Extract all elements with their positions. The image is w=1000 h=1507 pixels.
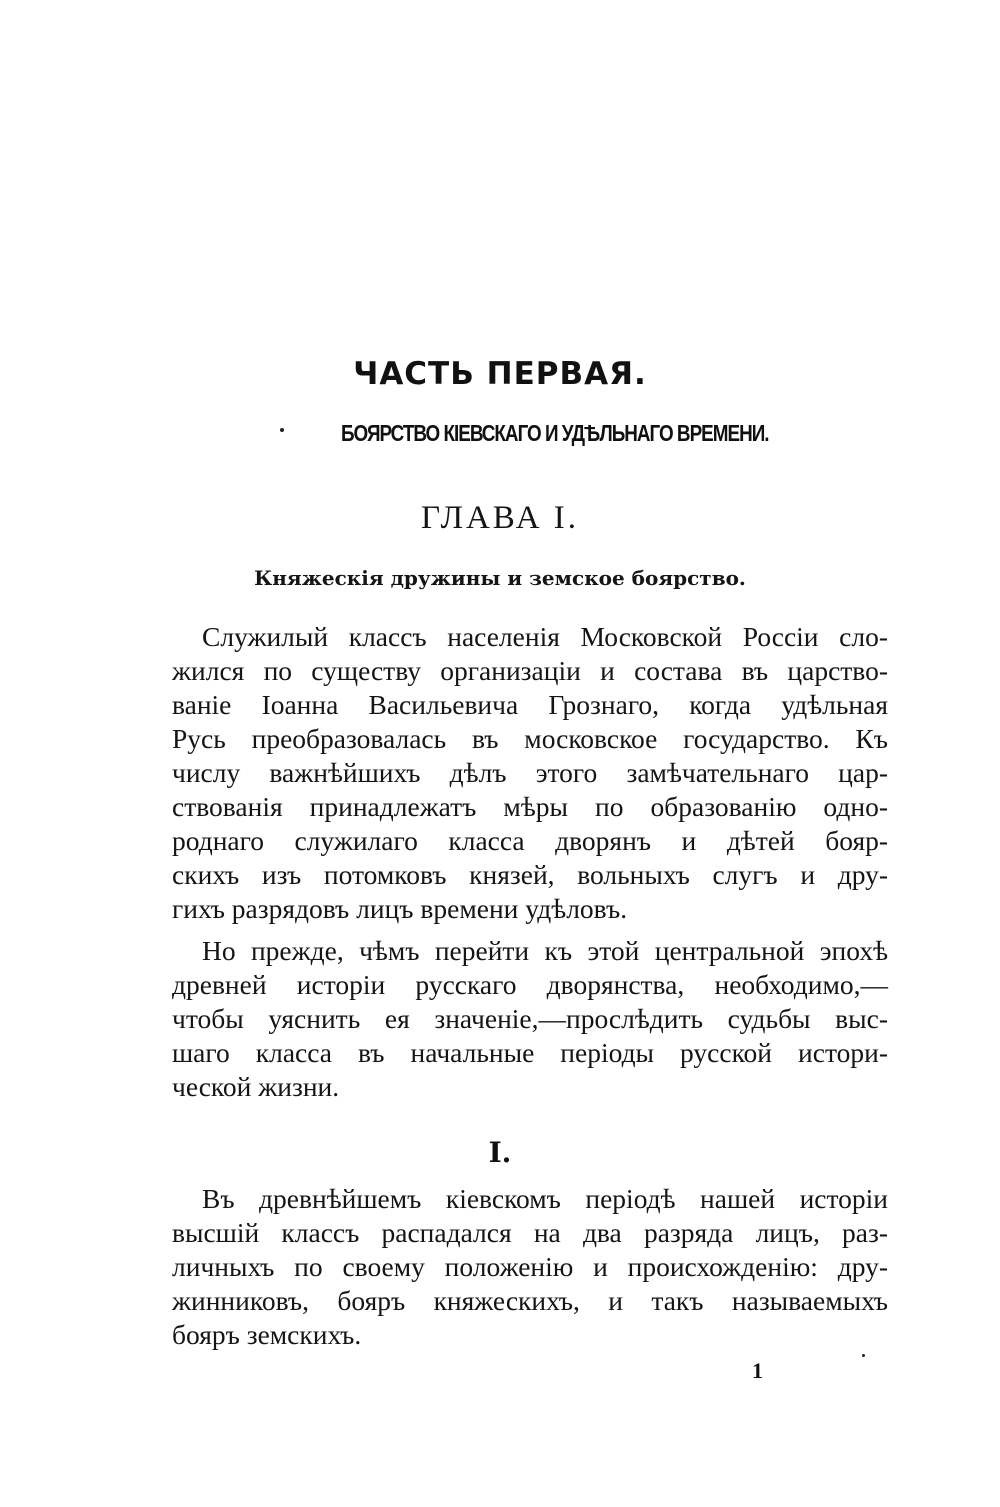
- paragraph-1: [172, 620, 888, 926]
- text-line: древней исторіи русскаго дворянства, необходимо,—: [172, 969, 888, 1000]
- text-line: бояръ земскихъ.: [172, 1319, 362, 1350]
- text-line: числу важнѣйшихъ дѣлъ этого замѣчательнаго цар-: [172, 757, 888, 788]
- text-line: ваніе Іоанна Васильевича Грознаго, когда удѣльная: [172, 689, 888, 720]
- chapter-subtitle: Княжескія дружины и земское боярство.: [254, 566, 746, 590]
- chapter-title: ГЛАВА I.: [420, 500, 580, 536]
- text-line: Русь преобразовалась въ московское государство. Къ: [172, 723, 888, 754]
- text-line: чтобы уяснить ея значеніе,—прослѣдить судьбы выс-: [172, 1003, 888, 1034]
- part-title: ЧАСТЬ ПЕРВАЯ.: [353, 356, 647, 392]
- text-line: гихъ разрядовъ лицъ времени удѣловъ.: [172, 893, 628, 924]
- text-line: ческой жизни.: [172, 1071, 340, 1102]
- text-line: ствованія принадлежатъ мѣры по образованію одно-: [172, 791, 888, 822]
- text-line: роднаго служилаго класса дворянъ и дѣтей бояр-: [172, 825, 888, 856]
- text-line: Служилый классъ населенія Московской Россіи сло-: [202, 621, 888, 652]
- text-line: жился по существу организаціи и состава въ царство-: [172, 655, 888, 686]
- paragraph-2: [172, 934, 888, 1104]
- text-line: шаго класса въ начальные періоды русской истори-: [172, 1037, 888, 1068]
- print-speck: [862, 1354, 865, 1357]
- part-subtitle: БОЯРСТВО КІЕВСКАГО И УДѢЛЬНАГО ВРЕМЕНИ.: [340, 420, 769, 446]
- paragraph-3: [172, 1182, 888, 1352]
- page-number: 1: [752, 1358, 763, 1383]
- print-speck: [280, 428, 284, 432]
- text-line: Въ древнѣйшемъ кіевскомъ періодѣ нашей исторіи: [202, 1183, 888, 1214]
- text-line: Но прежде, чѣмъ перейти къ этой центральной эпохѣ: [202, 935, 888, 966]
- text-line: высшій классъ распадался на два разряда лицъ, раз-: [172, 1217, 888, 1248]
- text-line: скихъ изъ потомковъ князей, вольныхъ слугъ и дру-: [172, 859, 888, 890]
- text-line: личныхъ по своему положенію и происхожденію: дру-: [172, 1251, 888, 1282]
- text-line: жинниковъ, бояръ княжескихъ, и такъ называемыхъ: [172, 1285, 888, 1316]
- section-number: I.: [488, 1136, 512, 1169]
